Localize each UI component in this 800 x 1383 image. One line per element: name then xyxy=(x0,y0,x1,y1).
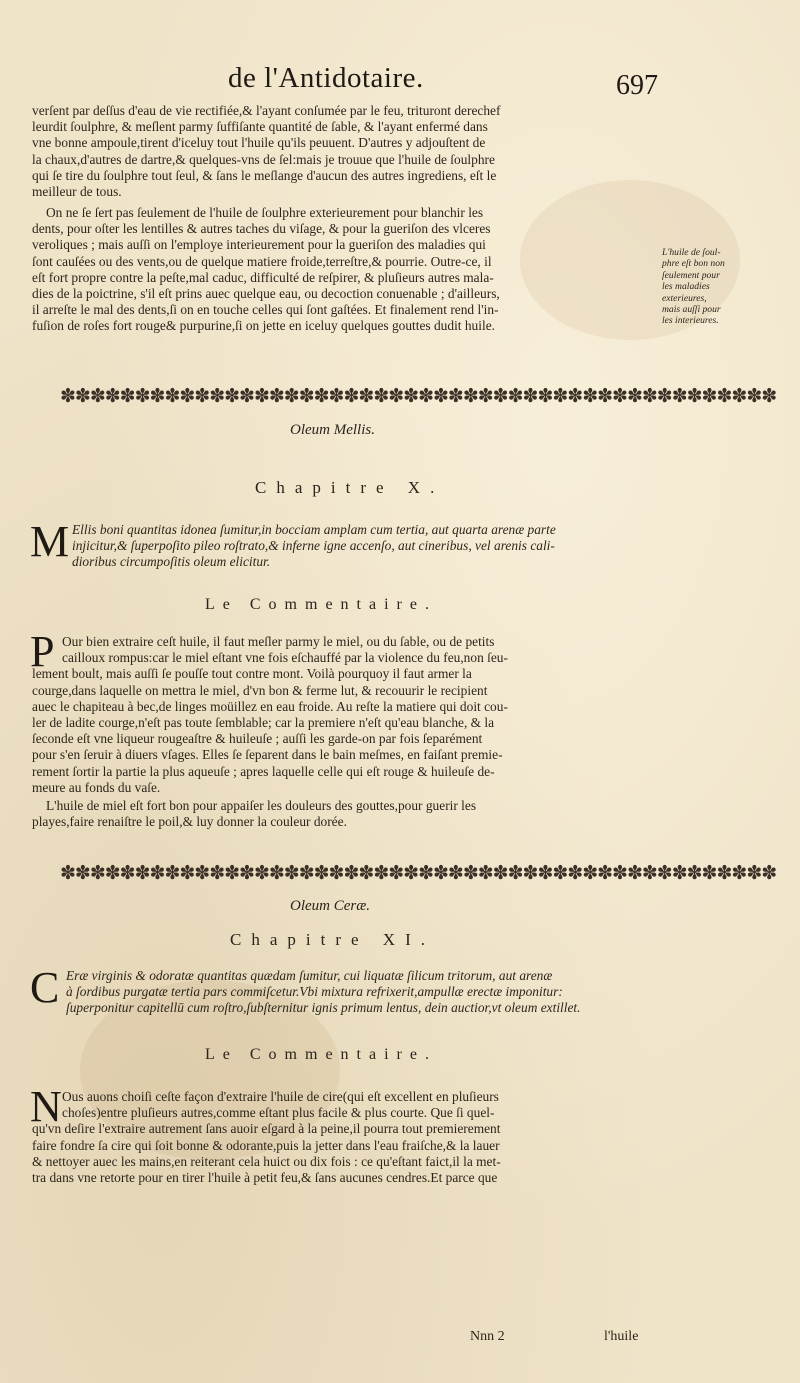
text-line: dioribus circumpoſitis oleum elicitur. xyxy=(72,554,271,570)
text-line: Ous auons choiſi ceſte façon d'extraire l'huile de cire(qui eſt excellent en pluſieurs xyxy=(62,1089,499,1104)
text-line: Eræ virginis & odoratæ quantitas quædam ſumitur, cui liquatæ ſilicum tritorum, aut arenæ xyxy=(66,968,553,983)
paragraph-text xyxy=(30,627,654,796)
text-line: dents, pour oſter les lentilles & autres taches du viſage, & pour la gueriſon des vlceres xyxy=(32,221,491,237)
text-line: faire fondre ſa cire qui ſoit bonne & odorante,puis la jetter dans l'eau fraiſche,& la lauer xyxy=(32,1137,500,1153)
margin-note-line: L'huile de ſoul- xyxy=(662,247,721,258)
text-line: choſes)entre pluſieurs autres,comme eſtant plus facile & plus courte. Que ſi quel- xyxy=(62,1105,495,1121)
ornament-band: ✽✽✽✽✽✽✽✽✽✽✽✽✽✽✽✽✽✽✽✽✽✽✽✽✽✽✽✽✽✽✽✽✽✽✽✽✽✽✽✽✽✽✽✽✽✽✽✽ xyxy=(60,862,777,884)
text-line: On ne ſe ſert pas ſeulement de l'huile de ſoulphre exterieurement pour blanchir les xyxy=(46,205,484,220)
paragraph-text xyxy=(32,103,654,200)
text-line: fuſion de roſes fort rouge& purpurine,ſi on jette en iceluy quelques gouttes dudit huile. xyxy=(32,318,495,334)
text-line: Our bien extraire ceſt huile, il faut meſler parmy le miel, ou du ſable, ou de petits xyxy=(62,634,495,649)
commentary-paragraph xyxy=(30,627,654,796)
commentary-heading: Le Commentaire. xyxy=(205,596,437,613)
text-line: tra dans vne retorte pour en tirer l'huile à petit feu,& ſans aucunes cendres.Et parce que xyxy=(32,1170,498,1186)
text-line: il arreſte le mal des dents,ſi on en touche celles qui ſont gaſtées. Et finalement rend l'in- xyxy=(32,302,499,318)
paragraph-text xyxy=(30,1082,654,1186)
text-line: ler de ladite courge,n'eſt pas toute ſemblable; car la premiere n'eſt qu'eau blanche, & la xyxy=(32,715,495,731)
text-line: qu'vn deſire l'extraire autrement ſans auoir eſgard à la peine,il pourra tout premierement xyxy=(32,1121,501,1137)
drop-cap: P xyxy=(30,627,55,676)
text-line: la chaux,d'autres de dartre,& quelques-vns de ſel:mais je trouue que l'huile de ſoulphre xyxy=(32,151,495,167)
sulfur-paragraph xyxy=(32,205,654,335)
margin-note-line: les maladies xyxy=(662,281,710,293)
margin-note-line: ſeulement pour xyxy=(662,269,720,281)
text-line: meilleur de tous. xyxy=(32,184,122,200)
page-number: 697 xyxy=(616,70,658,101)
text-line: L'huile de miel eſt fort bon pour appaiſer les douleurs des gouttes,pour guerir les xyxy=(46,798,477,813)
drop-cap: N xyxy=(30,1082,62,1131)
text-line: Ellis boni quantitas idonea ſumitur,in bocciam amplam cum tertia, aut quarta arenæ parte xyxy=(72,522,556,537)
margin-note xyxy=(662,247,760,327)
text-line: ſuperponitur capitellū cum roſtro,ſubſternitur ignis primum lentus, dein auctior,vt oleum extillet. xyxy=(66,1000,581,1016)
margin-note-line: les interieures. xyxy=(662,315,719,327)
text-line: & nettoyer auec les mains,en reiterant cela huict ou dix fois : ce qu'eſtant faict,il la met- xyxy=(32,1153,501,1169)
text-line: verſent par deſſus d'eau de vie rectifiée,& l'ayant conſumée par le feu, trituront derechef xyxy=(32,103,501,118)
commentary-heading: Le Commentaire. xyxy=(205,1046,437,1063)
chapter-heading: Chapitre XI. xyxy=(230,930,435,949)
text-line: vne bonne ampoule,tirent d'iceluy tout l'huile qu'ils peuuent. D'autres y adjouſtent de xyxy=(32,135,486,151)
catchword: l'huile xyxy=(604,1329,639,1344)
text-line: à ſordibus purgatæ tertia pars commiſcetur.Vbi mixtura refrixerit,ampullæ erectæ imponitur: xyxy=(66,984,563,1000)
section-title: Oleum Mellis. xyxy=(290,422,375,438)
margin-note-line: phre eſt bon non xyxy=(662,258,725,270)
text-line: veroliques ; mais auſſi on l'employe interieurement pour la gueriſon des maladies qui xyxy=(32,237,486,253)
text-line: eſt fort propre contre la peſte,mal caduc, difficulté de reſpirer, & pluſieurs autres mala- xyxy=(32,269,494,285)
text-line: pour s'en ſeruir à diuers vſages. Elles ſe ſeparent dans le bain meſmes, en faiſant premie- xyxy=(32,747,503,763)
commentary-paragraph-2 xyxy=(32,798,654,830)
text-line: ſont cauſées ou des vents,ou de quelque matiere froide,terreſtre,& pourrie. Outre-ce, il xyxy=(32,253,492,269)
text-line: injicitur,& ſuperpoſito pileo roſtrato,& inferne igne accenſo, aut cineribus, vel arenis cali- xyxy=(72,538,555,554)
text-line: dies de la poictrine, s'il eſt prins auec quelque eau, ou decoction conuenable ; d'ailleurs, xyxy=(32,286,500,302)
latin-text xyxy=(66,968,656,1017)
drop-cap: M xyxy=(30,517,70,566)
text-line: rement ſortir la partie la plus aqueuſe ; apres laquelle celle qui eſt rouge & huileuſe de- xyxy=(32,763,495,779)
intro-paragraph xyxy=(32,103,654,200)
text-line: courge,dans laquelle on mettra le miel, d'vn bon & ferme lut, & recouurir le recipient xyxy=(32,682,488,698)
text-line: leurdit ſoulphre, & meſlent parmy ſuffiſante quantité de ſable, & l'ayant enfermé dans xyxy=(32,119,488,135)
text-line: cailloux rompus:car le miel eſtant vne fois eſchauffé par la violence du feu,non ſeu- xyxy=(62,650,508,666)
text-line: auec le chapiteau à bec,de linges moüillez en eau froide. Au reſte la matiere qui doit cou- xyxy=(32,698,508,714)
chapter-heading: Chapitre X. xyxy=(255,478,445,497)
drop-cap: C xyxy=(30,963,60,1012)
paragraph-text xyxy=(32,205,654,335)
paragraph-text xyxy=(32,798,654,830)
commentary-paragraph xyxy=(30,1082,654,1186)
text-line: lement boult, mais auſſi ſe pouſſe tout contre mont. Voilà pourquoy il faut armer la xyxy=(32,666,472,682)
text-line: ſeconde eſt vne liqueur rougeaſtre & huileuſe ; auſſi les garde-on par fois ſeparément xyxy=(32,731,483,747)
latin-recipe xyxy=(66,968,656,1017)
text-line: playes,faire renaiſtre le poil,& luy donner la couleur dorée. xyxy=(32,814,347,830)
text-line: meure au fonds du vaſe. xyxy=(32,779,161,795)
running-head: de l'Antidotaire. xyxy=(228,62,424,94)
text-line: qui ſe tire du ſoulphre tout ſeul, & ſans le meſlange d'aucun des autres ingrediens, eſt le xyxy=(32,167,497,183)
latin-text xyxy=(72,522,654,571)
margin-note-line: exterieures, xyxy=(662,292,707,304)
signature-mark: Nnn 2 xyxy=(470,1329,505,1344)
margin-note-line: mais auſſi pour xyxy=(662,304,721,316)
section-title: Oleum Ceræ. xyxy=(290,898,370,914)
latin-recipe xyxy=(72,522,654,571)
ornament-band: ✽✽✽✽✽✽✽✽✽✽✽✽✽✽✽✽✽✽✽✽✽✽✽✽✽✽✽✽✽✽✽✽✽✽✽✽✽✽✽✽✽✽✽✽✽✽✽✽ xyxy=(60,385,777,407)
